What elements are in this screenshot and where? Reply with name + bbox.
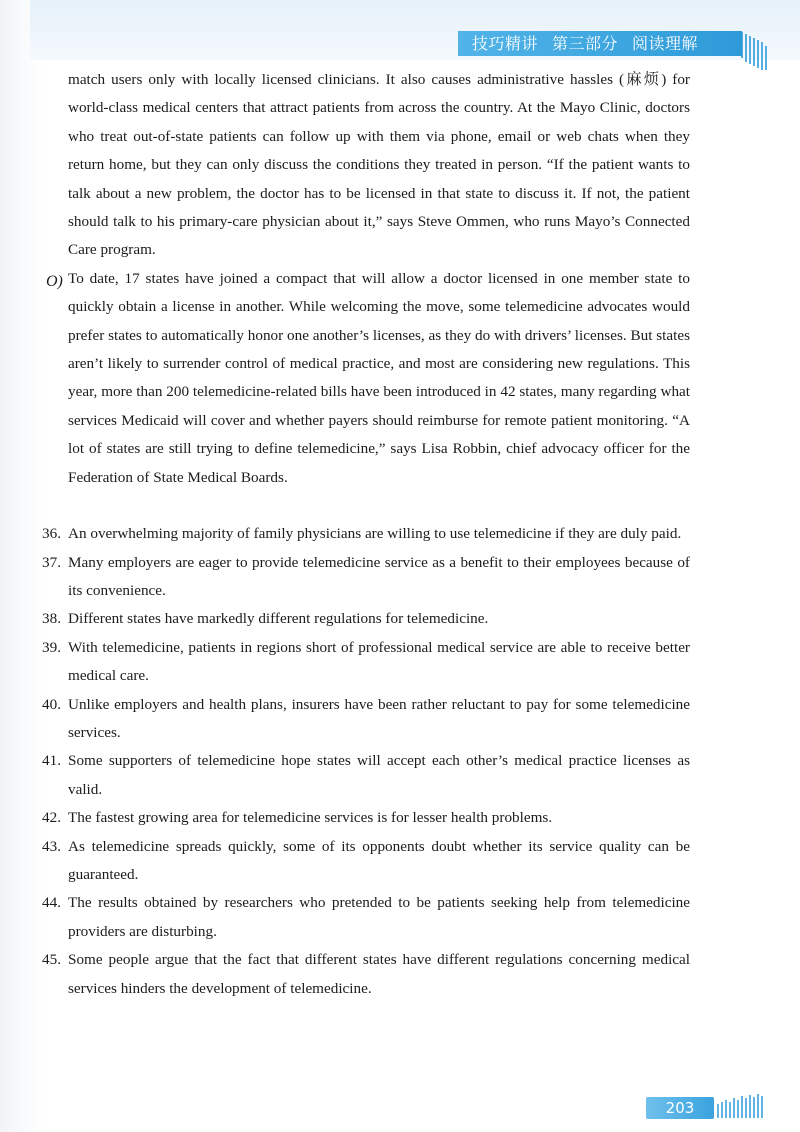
question-number: 39. — [42, 638, 61, 656]
question-item — [40, 605, 690, 633]
question-number: 42. — [42, 809, 61, 827]
question-item — [40, 520, 690, 548]
question-number: 41. — [42, 752, 61, 770]
question-number: 45. — [42, 951, 61, 969]
question-number: 38. — [42, 610, 61, 628]
question-text: Many employers are eager to provide telemedicine service as a benefit to their employees because of its convenience. — [68, 553, 690, 599]
question-number: 36. — [42, 525, 61, 543]
paragraph-letter-o: O) — [46, 272, 63, 290]
question-item — [40, 946, 690, 1003]
passage-continued-text: match users only with locally licensed clinicians. It also causes administrative hassles (麻烦) for world-class medical centers that attract patients from across the country. At the Mayo Clinic, doctors who treat out-of-state patients can follow up with them via phone, email or web chats when they return home, but they can only discuss the conditions they treated in person. “If the patient wants to talk about a new problem, the doctor has to be licensed in that state to discuss it. If not, the patient should talk to his primary-care physician about it,” says Steve Ommen, who runs Mayo’s Connected Care program. — [68, 71, 690, 259]
page-left-edge — [0, 0, 44, 1132]
page-number: 203 — [646, 1097, 714, 1119]
question-text: Some supporters of telemedicine hope states will accept each other’s medical practice licenses as valid. — [68, 752, 690, 798]
question-number: 44. — [42, 894, 61, 912]
question-item — [40, 634, 690, 691]
question-text: The fastest growing area for telemedicine services is for lesser health problems. — [68, 809, 553, 827]
question-item — [40, 549, 690, 606]
header-fringe-decoration — [740, 28, 770, 72]
passage-paragraph-o — [40, 265, 690, 492]
question-item — [40, 804, 690, 832]
question-item — [40, 691, 690, 748]
question-number: 43. — [42, 837, 61, 855]
question-number: 37. — [42, 553, 61, 571]
question-item — [40, 747, 690, 804]
question-list — [40, 520, 690, 1003]
question-item — [40, 889, 690, 946]
question-text: With telemedicine, patients in regions short of professional medical service are able to receive better medical care. — [68, 638, 690, 685]
page-content — [40, 66, 690, 1003]
header-section-3: 阅读理解 — [632, 34, 699, 53]
question-text: Some people argue that the fact that different states have different regulations concerning medical services hinders the development of telemedicine. — [68, 951, 690, 997]
question-item — [40, 833, 690, 890]
question-text: As telemedicine spreads quickly, some of its opponents doubt whether its service quality can be guaranteed. — [68, 837, 690, 883]
question-text: An overwhelming majority of family physicians are willing to use telemedicine if they are duly paid. — [68, 525, 682, 543]
paragraph-o-text: To date, 17 states have joined a compact that will allow a doctor licensed in one member state to quickly obtain a license in another. While welcoming the move, some telemedicine advocates would prefer states to automatically honor one another’s licenses, as they do with drivers’ licenses. But states aren’t likely to surrender control of medical practice, and most are considering new regulations. This year, more than 200 telemedicine-related bills have been introduced in 42 states, many regarding what services Medicaid will cover and whether payers should reimburse for remote patient monitoring. “A lot of states are still trying to define telemedicine,” says Lisa Robbin, chief advocacy officer for the Federation of State Medical Boards. — [68, 269, 690, 486]
question-number: 40. — [42, 695, 61, 713]
header-section-1: 技巧精讲 — [472, 34, 539, 53]
footer-fringe-decoration — [714, 1092, 770, 1122]
passage-continued — [40, 66, 690, 265]
question-text: Different states have markedly different regulations for telemedicine. — [68, 610, 489, 628]
header-section-2: 第三部分 — [552, 34, 619, 53]
section-header — [458, 31, 742, 56]
question-text: Unlike employers and health plans, insurers have been rather reluctant to pay for some telemedicine services. — [68, 695, 690, 741]
question-text: The results obtained by researchers who pretended to be patients seeking help from telemedicine providers are disturbing. — [68, 894, 690, 940]
